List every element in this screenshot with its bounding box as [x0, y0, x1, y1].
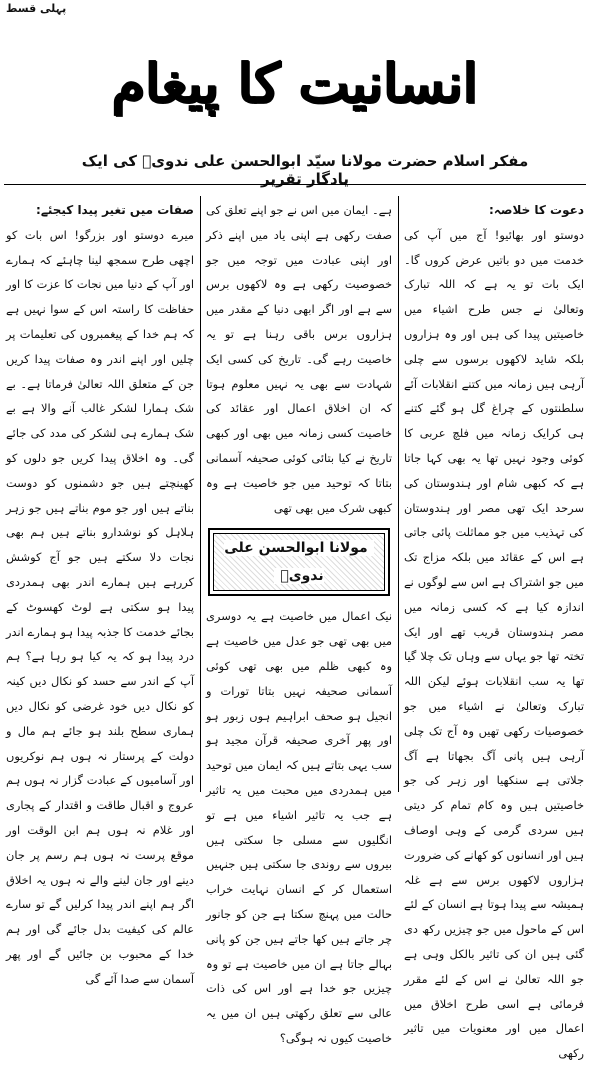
author-name-label: مولانا ابوالحسن علی ندویؒ: [224, 540, 373, 584]
article-headline: انسانیت کا پیغام: [111, 51, 479, 115]
column-left: [6, 198, 194, 986]
column-middle-text-bottom: نیک اعمال میں خاصیت ہے یہ دوسری میں بھی تھی جو عدل میں خاصیت ہے وہ کبھی ظلم میں بھی تھی کوئی آسمانی صحیفہ نہیں بتاتا تورات و انجیل ہو صحف ابراہیم ہوں زبور ہو اور پھر آخری صحیفہ قرآن مجید ہو سب یہی بتاتے ہیں کہ ایمان میں توحید میں ہمدردی میں محبت میں یہ تاثیر ہے جب یہ تاثیر اشیاء میں ہے تو انگلیوں سے مسلی جا سکتی ہیں بیروں سے روندی جا سکتی ہیں جنہیں استعمال کر کے انسان نہایت خراب حالت میں پہنچ سکتا ہے جن کو جانور چر جاتے ہیں کھا جاتے ہیں جن کو پانی بہالے جاتا ہے ان میں خاصیت ہے تو وہ چیزیں جو خدا ہے اور اس کی ذات عالی سے تعلق رکھتی ہیں ان میں یہ خاصیت کیوں نہ ہوگی؟: [206, 609, 392, 1045]
column-right-subhead: دعوت کا خلاصہ:: [489, 203, 584, 217]
header-divider: [4, 184, 586, 185]
author-name-box-inner: [213, 533, 385, 591]
column-middle: [206, 198, 392, 1045]
column-left-text: میرے دوستو اور بزرگو! اس بات کو اچھی طرح سمجھ لینا چاہئے کہ ہمارے اور آپ کے دنیا میں نجات کا عزت کا اور حفاظت کا راستہ اس کے سوا نہیں ہے کہ ہم خدا کے پیغمبروں کی تعلیمات پر چلیں اور اپنے اندر وہ صفات پیدا کریں جن کے متعلق اللہ تعالیٰ فرماتا ہے۔ بے شک ہمارا لشکر غالب آنے والا ہے بے شک ہمارے ہی لشکر کی مدد کی جائے گی۔ وہ اخلاق پیدا کریں جو دلوں کو کھینچتے ہیں جو دشمنوں کو دوست بناتے ہیں اور جو موم بناتے ہیں جو زہر ہلاہل کو نوشدارو بناتے ہیں ہم بھی نجات دلا سکتے ہیں جو آج کوشش کررہے ہیں ہمارے اندر بھی ہمدردی پیدا ہو سکتی ہے لوٹ کھسوٹ کے بجائے خدمت کا جذبہ پیدا ہو ہمارے اندر درد پیدا ہو کہ یہ کیا ہو رہا ہے؟ ہم آپ کے اندر سے حسد کو نکال دیں کینہ کو نکال دیں خود غرضی کو نکال دیں ہماری سطح بلند ہو جائے ہم مال و دولت کے پرستار نہ ہوں ہم نوکریوں اور آسامیوں کے عبادت گزار نہ ہوں ہم عروج و اقبال طاقت و اقتدار کے پجاری اور غلام نہ ہوں ہم ابن الوقت اور موقع پرست نہ ہوں ہم رسم پر جان دینے اور جان لینے والے نہ ہوں یہ اخلاق اگر ہم اپنے اندر پیدا کرلیں گے تو سارے عالم کی کیفیت بدل جائے گی اور ہم خدا کے محبوب بن جائیں گے اور پھر آسمان سے صدا آئے گی: [6, 227, 194, 986]
installment-label: پہلی قسط: [6, 2, 67, 15]
column-right: [404, 198, 584, 1061]
column-divider-left: [200, 196, 201, 792]
article-byline: مفکر اسلام حضرت مولانا سیّد ابوالحسن علی ندویؒ کی ایک یادگار تقریر: [81, 152, 529, 188]
column-left-subhead: صفات میں تغیر پیدا کیجئے:: [36, 203, 194, 217]
column-divider-right: [398, 196, 399, 792]
author-name-box: [208, 528, 390, 596]
column-middle-text-top: ہے۔ ایمان میں اس نے جو اپنے تعلق کی صفت رکھی ہے اپنی یاد میں اپنے ذکر اور اپنی عبادت میں توجہ میں جو خصوصیت رکھی ہے وہ لاکھوں برس سے ہے اور اگر ابھی دنیا کے مقدر میں ہزاروں برس باقی رہنا ہے تو یہ خاصیت رہے گی۔ تاریخ کی کسی ایک شہادت سے بھی یہ نہیں معلوم ہوتا کہ ان اخلاق اعمال اور عقائد کی خاصیت کسی زمانہ میں بھی اور کبھی تاریخ نے کیا بتائی کوئی صحیفہ آسمانی بتاتا کہ توحید میں جو خاصیت ہے وہ کبھی شرک میں بھی تھی: [206, 203, 392, 515]
column-right-text: دوستو اور بھائیو! آج میں آپ کی خدمت میں دو باتیں عرض کروں گا۔ ایک بات تو یہ ہے کہ اللہ تبارک وتعالیٰ نے جس طرح اشیاء میں خاصیتیں پیدا کی ہیں اور وہ ہزاروں بلکہ شاید لاکھوں برسوں سے چلی آرہی ہیں زمانہ میں کتنے انقلابات آئے سلطنتوں کے چراغ گل ہو گئے کتنے ہی کرایک زمانہ میں فلچ عربی کا کوئی وجود نہیں تھا یہ بھی کہا جاتا ہے کہ کبھی شام اور ہندوستان کی سرحد ایک تھی مصر اور ہندوستان کی تہذیب میں جو مماثلت پائی جاتی ہے اس کے عقائد میں بلکہ مزاج تک میں جو اشتراک ہے اس سے لوگوں نے اندازہ کیا ہے کہ کسی زمانہ میں مصر ہندوستان قریب تھے اور ایک تختہ تھا جو یہاں سے وہاں تک چلا گیا تھا یہ سب انقلابات ہوئے لیکن اللہ تبارک وتعالیٰ نے اشیاء میں جو خصوصیات رکھی تھیں وہ آج تک چلی آرہی ہیں پانی آگ بجھاتا ہے آگ جلاتی ہے سنکھیا اور زہر کی جو خاصیتیں ہیں وہ کام تمام کر دیتی ہیں سردی گرمی کے وہی اوصاف ہیں اور انسانوں کو کھانے کی ضرورت ہزاروں لاکھوں برس سے ہے غلہ ہمیشہ سے پیدا ہوتا ہے انسان کے لئے اس کے ماحول میں جو چیزیں رکھ دی گئی ہیں ان کی تاثیر بالکل وہی ہے جو اللہ تعالیٰ نے اس کے لئے مقرر فرمائی ہے اسی طرح اخلاق میں اعمال میں اور معنویات میں تاثیر رکھی: [404, 227, 584, 1061]
